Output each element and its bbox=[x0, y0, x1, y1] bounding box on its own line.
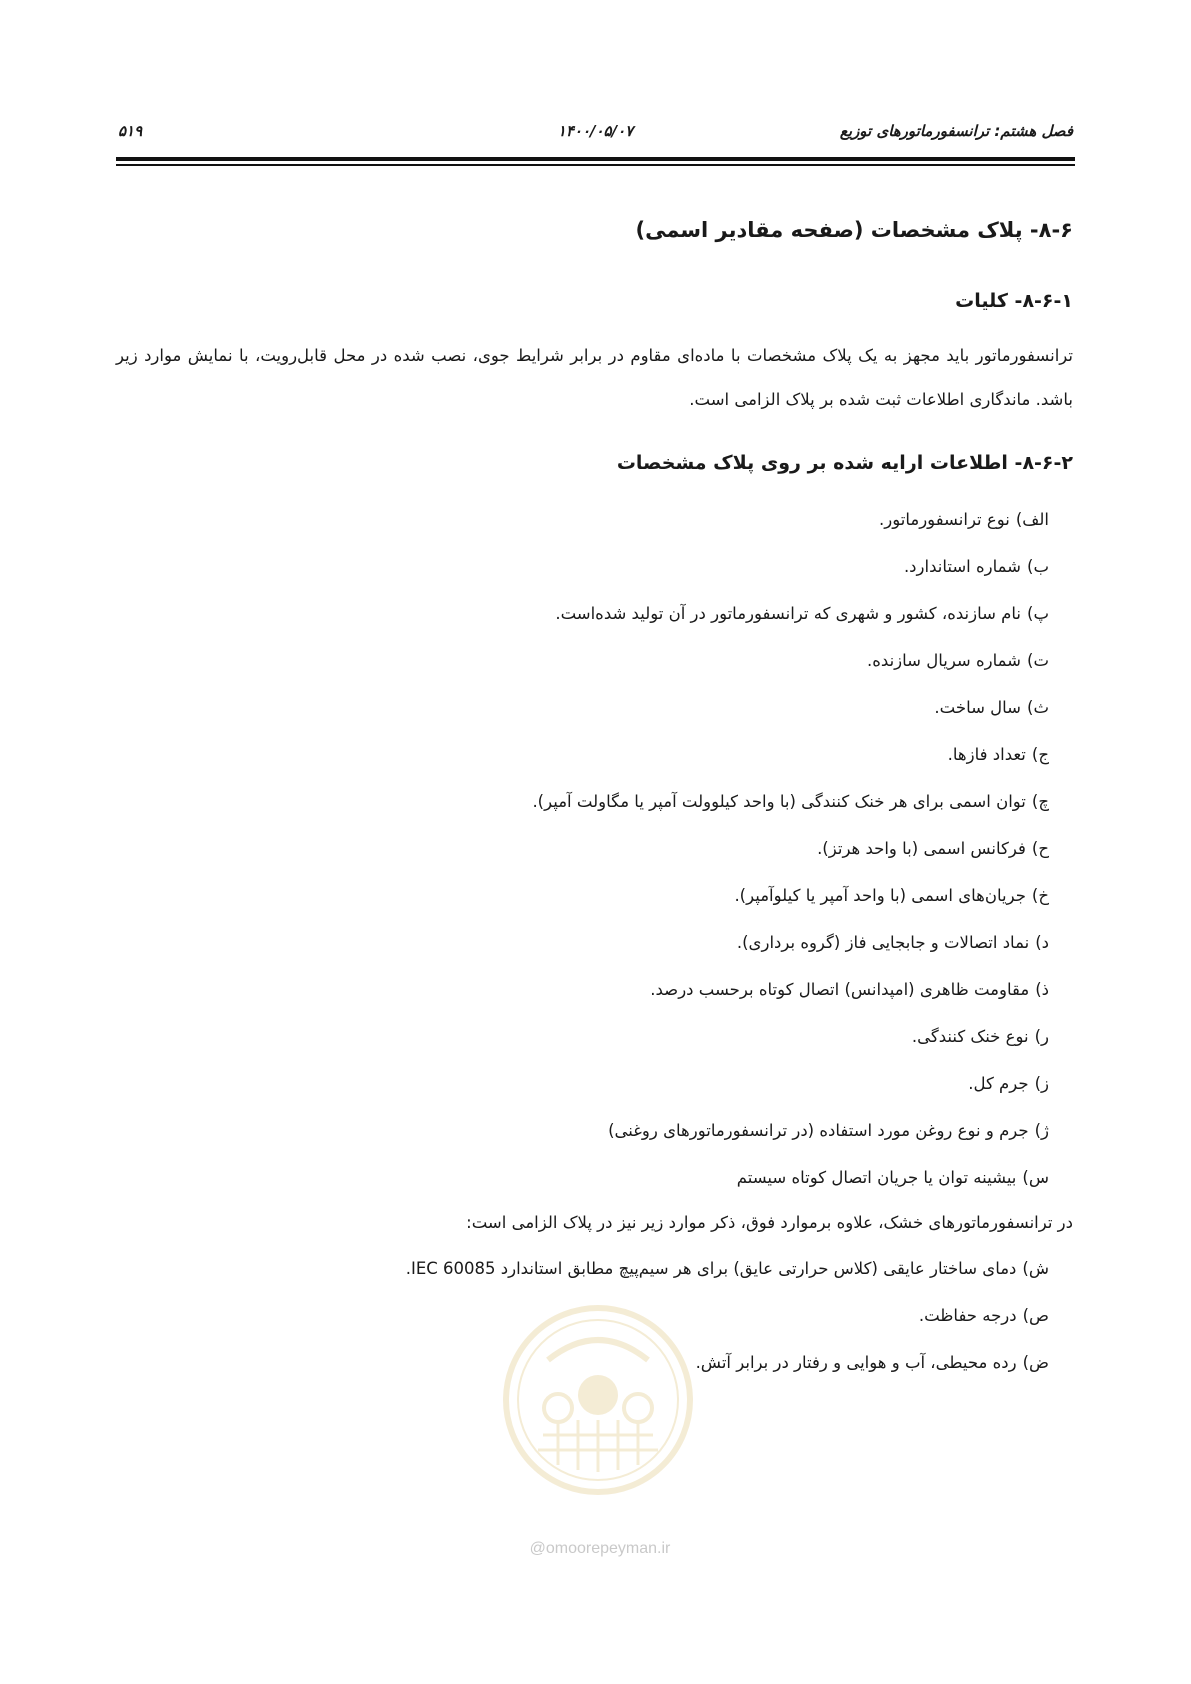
list-item bbox=[116, 778, 1049, 825]
list-item-marker: ح) bbox=[1031, 839, 1049, 858]
list-item-marker: د) bbox=[1035, 933, 1049, 952]
list-item-text: جریان‌های اسمی (با واحد آمپر یا کیلوآمپر). bbox=[734, 886, 1026, 905]
list-item-marker: پ) bbox=[1027, 604, 1049, 623]
list-item-text: جرم کل. bbox=[968, 1074, 1029, 1093]
list-item bbox=[116, 966, 1049, 1013]
watermark-text: @omoorepeyman.ir bbox=[529, 1540, 671, 1557]
list-item-text: مقاومت ظاهری (امپدانس) اتصال کوتاه برحسب درصد. bbox=[650, 980, 1030, 999]
list-item-marker: ذ) bbox=[1035, 980, 1049, 999]
list-item-text: فرکانس اسمی (با واحد هرتز). bbox=[817, 839, 1026, 858]
watermark-seal bbox=[498, 1300, 698, 1500]
header-rule-thin bbox=[116, 164, 1075, 166]
list-item-marker: ج) bbox=[1031, 745, 1049, 764]
list-item bbox=[116, 1013, 1049, 1060]
list-item-text: توان اسمی برای هر خنک کنندگی (با واحد کیلوولت آمپر یا مگاولت آمپر). bbox=[532, 792, 1026, 811]
list-item-text: درجه حفاظت. bbox=[918, 1306, 1017, 1325]
list-item bbox=[116, 825, 1049, 872]
list-item-text: رده محیطی، آب و هوایی و رفتار در برابر آتش. bbox=[695, 1353, 1017, 1372]
general-paragraph: ترانسفورماتور باید مجهز به یک پلاک مشخصات با ماده‌ای مقاوم در برابر شرایط جوی، نصب شده در محل قابل‌رویت، با نمایش موارد زیر باشد. ماندگاری اطلاعات ثبت شده بر پلاک الزامی است. bbox=[116, 346, 1073, 409]
chapter-title: فصل هشتم: ترانسفورماتورهای توزیع bbox=[839, 122, 1073, 140]
list-item bbox=[116, 1154, 1049, 1201]
list-item bbox=[116, 872, 1049, 919]
list-item-marker: ش) bbox=[1022, 1259, 1049, 1278]
list-item-text: جرم و نوع روغن مورد استفاده (در ترانسفورماتورهای روغنی) bbox=[608, 1121, 1029, 1140]
list-item-text: شماره استاندارد. bbox=[903, 557, 1022, 576]
list-item bbox=[116, 1060, 1049, 1107]
nameplate-info-heading: ۸-۶-۲- اطلاعات ارایه شده بر روی پلاک مشخصات bbox=[616, 452, 1073, 474]
list-item bbox=[116, 1107, 1049, 1154]
list-item-marker: س) bbox=[1022, 1168, 1049, 1187]
list-item-text: سال ساخت. bbox=[934, 698, 1022, 717]
general-heading: ۸-۶-۱- کلیات bbox=[955, 290, 1073, 312]
list-item-marker: ث) bbox=[1027, 698, 1049, 717]
header-rule-thick bbox=[116, 157, 1075, 161]
list-item-text: نوع خنک کنندگی. bbox=[911, 1027, 1029, 1046]
list-item-text: نماد اتصالات و جابجایی فاز (گروه برداری). bbox=[736, 933, 1030, 952]
list-item-marker: چ) bbox=[1031, 792, 1049, 811]
list-item-text: نوع ترانسفورماتور. bbox=[879, 510, 1010, 529]
page-header bbox=[118, 122, 1073, 148]
page-content bbox=[116, 218, 1073, 1386]
list-item-marker: ر) bbox=[1034, 1027, 1049, 1046]
list-item bbox=[116, 1245, 1049, 1292]
list-item-marker: ص) bbox=[1022, 1306, 1049, 1325]
list-item-text: تعداد فازها. bbox=[947, 745, 1026, 764]
list-item bbox=[116, 496, 1049, 543]
list-item-marker: ز) bbox=[1034, 1074, 1049, 1093]
header-date: ۱۴۰۰/۰۵/۰۷ bbox=[557, 122, 634, 140]
dry-transformer-intro: در ترانسفورماتورهای خشک، علاوه برموارد فوق، ذکر موارد زیر نیز در پلاک الزامی است: bbox=[466, 1213, 1073, 1232]
section-heading: ۸-۶- پلاک مشخصات (صفحه مقادیر اسمی) bbox=[635, 218, 1073, 242]
nameplate-items-list bbox=[116, 496, 1073, 1201]
list-item bbox=[116, 731, 1049, 778]
list-item-marker: خ) bbox=[1031, 886, 1049, 905]
list-item-text: دمای ساختار عایقی (کلاس حرارتی عایق) برای هر سیم‌پیچ مطابق استاندارد IEC 60085. bbox=[405, 1259, 1017, 1278]
list-item-text: شماره سریال سازنده. bbox=[867, 651, 1022, 670]
list-item bbox=[116, 637, 1049, 684]
list-item-marker: ت) bbox=[1027, 651, 1049, 670]
general-paragraph-block bbox=[116, 334, 1073, 422]
list-item bbox=[116, 919, 1049, 966]
list-item bbox=[116, 590, 1049, 637]
list-item-marker: الف) bbox=[1015, 510, 1049, 529]
list-item-marker: ض) bbox=[1022, 1353, 1049, 1372]
list-item bbox=[116, 684, 1049, 731]
list-item-text: بیشینه توان یا جریان اتصال کوتاه سیستم bbox=[736, 1168, 1017, 1187]
list-item-marker: ژ) bbox=[1034, 1121, 1049, 1140]
list-item-marker: ب) bbox=[1027, 557, 1049, 576]
page-number: ۵۱۹ bbox=[118, 122, 143, 140]
list-item bbox=[116, 543, 1049, 590]
list-item-text: نام سازنده، کشور و شهری که ترانسفورماتور در آن تولید شده‌است. bbox=[555, 604, 1022, 623]
